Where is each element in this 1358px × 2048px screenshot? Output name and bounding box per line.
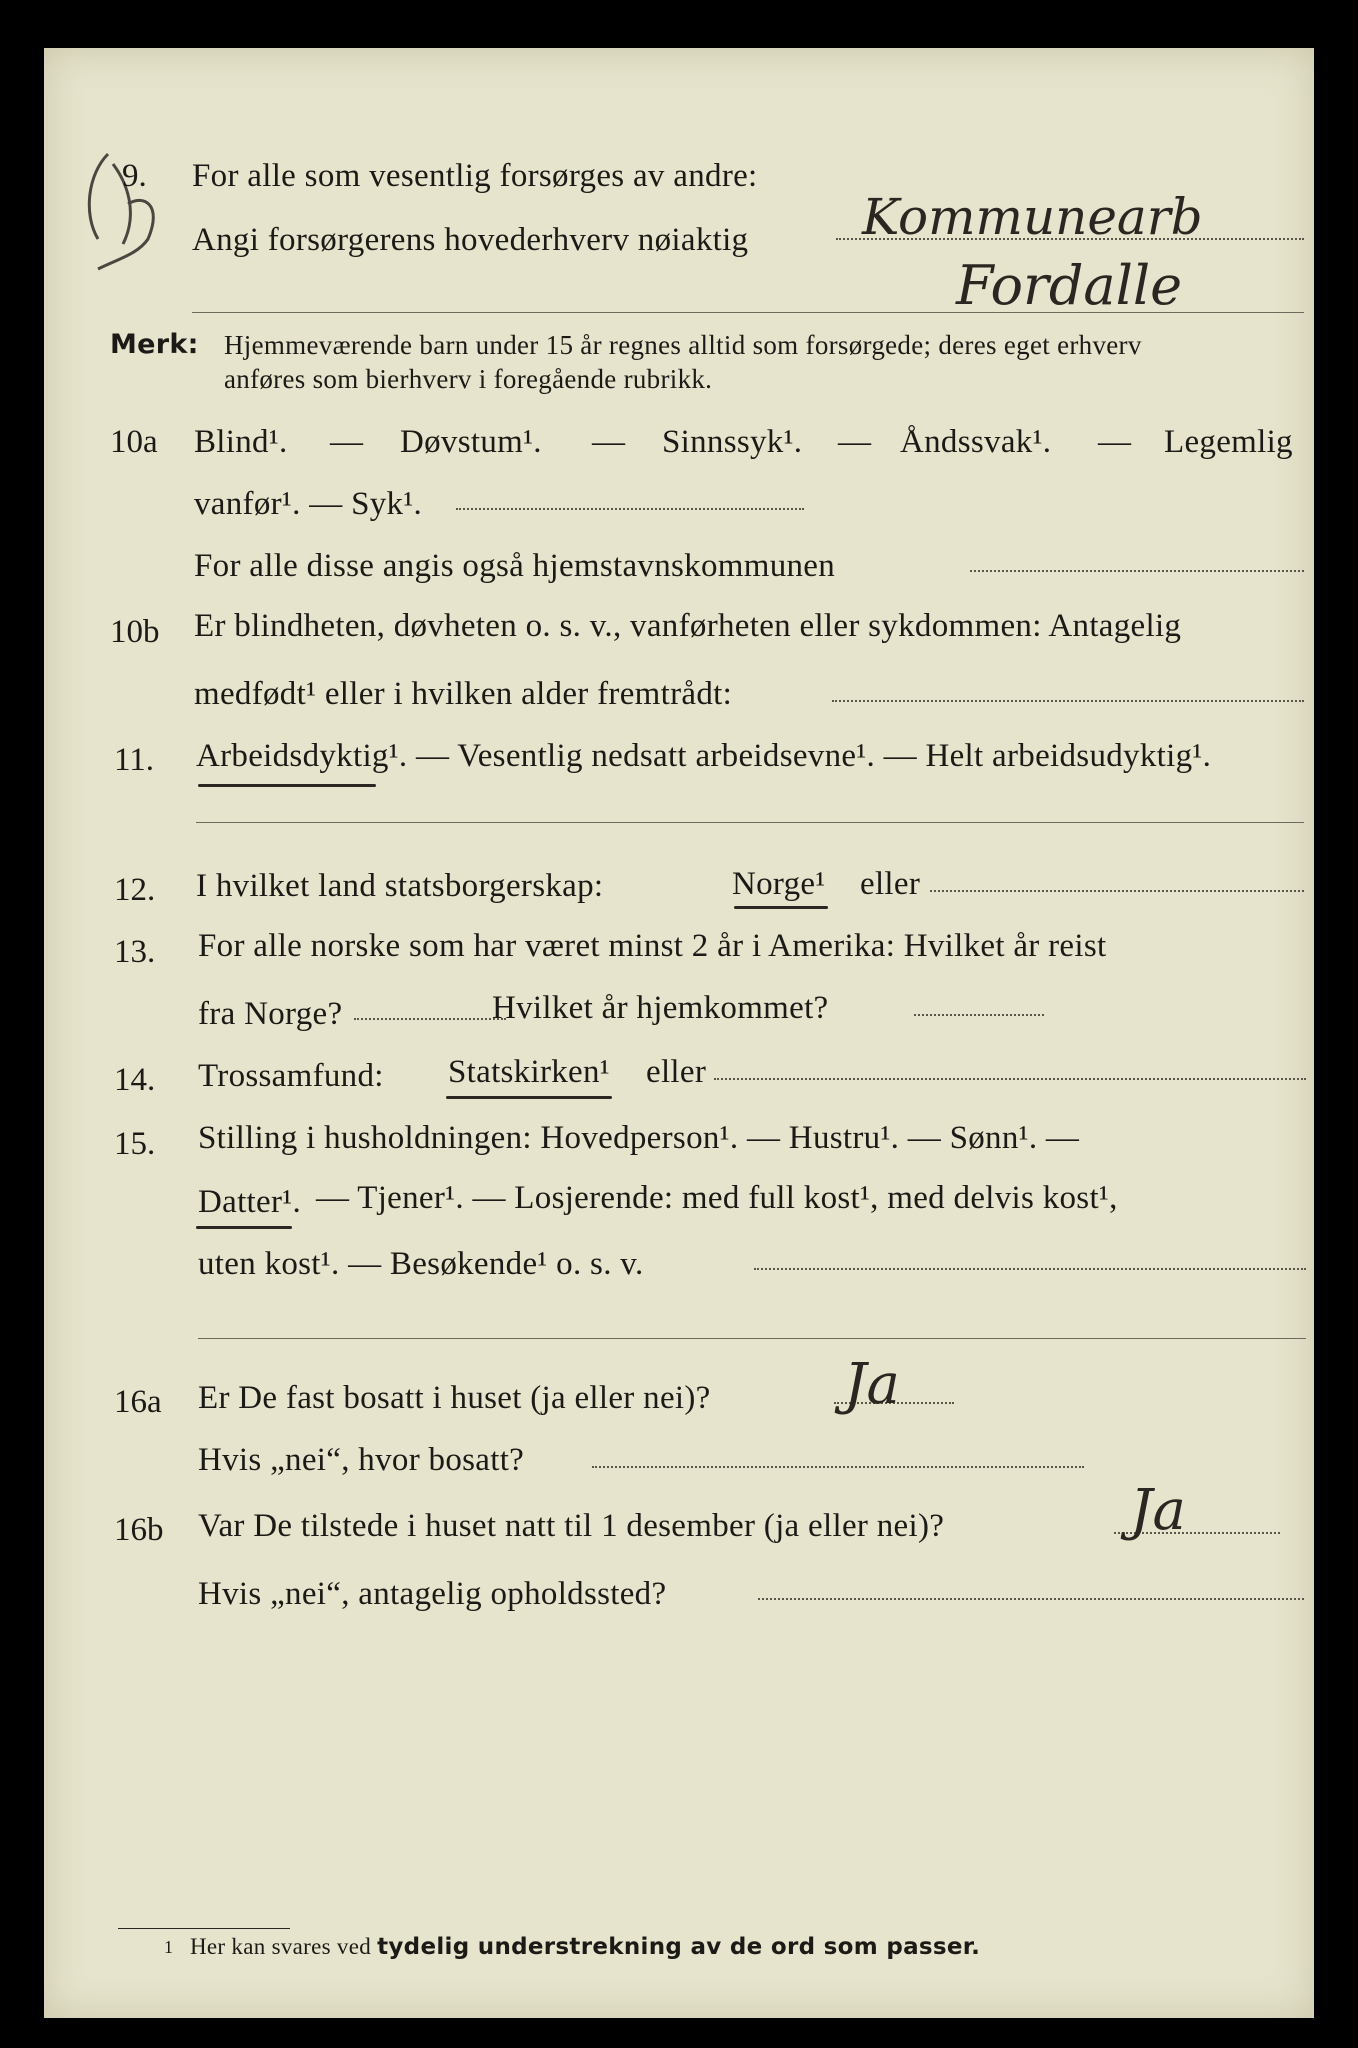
question-11-blank-line <box>196 822 1304 823</box>
question-16b-answer-handwritten: Ja <box>1130 1478 1186 1543</box>
footnote-text <box>190 1932 980 1962</box>
q10a-andssvak: Åndssvak¹. <box>900 424 1052 460</box>
question-15-line2-rest: — Tjener¹. — Losjerende: med full kost¹, med delvis kost¹, <box>316 1180 1118 1216</box>
question-14-answer-line <box>714 1078 1306 1080</box>
q10a-dash-1: — <box>330 424 364 460</box>
q10a-dash-4: — <box>1098 424 1132 460</box>
question-13-reist-line <box>354 1018 506 1020</box>
census-form-page <box>44 48 1314 2018</box>
question-11-number: 11. <box>114 742 155 778</box>
question-9-answer-handwritten-2: Fordalle <box>956 254 1183 317</box>
footnote-rule <box>118 1928 290 1929</box>
question-15-datter-underline <box>196 1226 292 1229</box>
footnote-mark: 1 <box>164 1937 174 1957</box>
question-15-line3: uten kost¹. — Besøkende¹ o. s. v. <box>198 1246 644 1282</box>
question-10a-hjemstavn-line <box>970 570 1304 572</box>
question-9-answer-handwritten-1: Kommunearb <box>862 188 1203 246</box>
question-16a-number: 16a <box>114 1384 162 1420</box>
question-16a-bosatt-line <box>592 1466 1084 1468</box>
question-15-line1: Stilling i husholdningen: Hovedperson¹. — Hustru¹. — Sønn¹. — <box>198 1120 1080 1156</box>
question-16b-number: 16b <box>114 1512 164 1548</box>
question-12-prefix: I hvilket land statsborgerskap: <box>196 868 604 904</box>
footnote-text-bold: tydelig understrekning av de ord som passer. <box>377 1934 981 1960</box>
q10a-dovstum: Døvstum¹. <box>400 424 542 460</box>
question-15-answer-line <box>754 1268 1306 1270</box>
question-11-line1: Arbeidsdyktig¹. — Vesentlig nedsatt arbeidsevne¹. — Helt arbeidsudyktig¹. <box>196 738 1212 774</box>
question-15-blank-line <box>198 1338 1306 1339</box>
question-15-datter: Datter¹. <box>198 1184 301 1220</box>
question-11-arbeidsdyktig-underline <box>198 784 376 787</box>
question-13-line2a: fra Norge? <box>198 996 343 1032</box>
question-9-line1: For alle som vesentlig forsørges av andre: <box>192 158 758 194</box>
question-10a-line2: vanfør¹. — Syk¹. <box>194 486 423 522</box>
question-16a-line2: Hvis „nei“, hvor bosatt? <box>198 1442 525 1478</box>
question-13-line2b: Hvilket år hjemkommet? <box>492 990 829 1026</box>
merk-line2: anføres som bierhverv i foregående rubrikk. <box>224 364 713 394</box>
question-12-norge-underline <box>734 906 828 909</box>
question-16b-line2: Hvis „nei“, antagelig opholdssted? <box>198 1576 667 1612</box>
question-12-answer-line <box>930 890 1304 892</box>
question-9-line2: Angi forsørgerens hovederhverv nøiaktig <box>192 222 749 258</box>
question-14-number: 14. <box>114 1062 156 1098</box>
q10a-sinnssyk: Sinnssyk¹. <box>662 424 803 460</box>
question-12-option-norge: Norge¹ <box>732 866 826 902</box>
question-14-option-statskirken: Statskirken¹ <box>448 1054 610 1090</box>
question-16a-line1: Er De fast bosatt i huset (ja eller nei)? <box>198 1380 711 1416</box>
question-9-number: 9. <box>122 158 147 194</box>
question-16b-opholdssted-line <box>758 1598 1304 1600</box>
question-13-number: 13. <box>114 934 156 970</box>
question-16a-answer-handwritten: Ja <box>844 1352 900 1417</box>
question-15-number: 15. <box>114 1126 156 1162</box>
question-10b-number: 10b <box>110 614 160 650</box>
q10a-dash-3: — <box>838 424 872 460</box>
question-10b-line1: Er blindheten, døvheten o. s. v., vanførheten eller sykdommen: Antagelig <box>194 608 1182 644</box>
footnote-text-normal: Her kan svares ved <box>190 1934 372 1959</box>
question-10b-answer-line <box>832 700 1304 702</box>
q10a-blind: Blind¹. <box>194 424 288 460</box>
handwritten-check-mark <box>68 144 168 284</box>
q10a-dash-2: — <box>592 424 626 460</box>
question-12-suffix: eller <box>860 866 921 902</box>
merk-label: Merk: <box>110 329 199 360</box>
question-14-prefix: Trossamfund: <box>198 1058 384 1094</box>
question-12-number: 12. <box>114 872 156 908</box>
q10a-legemlig: Legemlig <box>1164 424 1293 460</box>
question-10b-line2: medfødt¹ eller i hvilken alder fremtrådt: <box>194 676 733 712</box>
question-14-suffix: eller <box>646 1054 707 1090</box>
question-10a-syk-line <box>456 508 804 510</box>
question-13-hjemkommet-line <box>914 1014 1044 1016</box>
question-14-statskirken-underline <box>446 1096 612 1099</box>
question-10a-number: 10a <box>110 424 158 460</box>
question-10a-line3: For alle disse angis også hjemstavnskommunen <box>194 548 836 584</box>
question-16b-line1: Var De tilstede i huset natt til 1 desember (ja eller nei)? <box>198 1508 945 1544</box>
question-13-line1: For alle norske som har været minst 2 år i Amerika: Hvilket år reist <box>198 928 1107 964</box>
merk-line1: Hjemmeværende barn under 15 år regnes alltid som forsørgede; deres eget erhverv <box>224 330 1142 360</box>
